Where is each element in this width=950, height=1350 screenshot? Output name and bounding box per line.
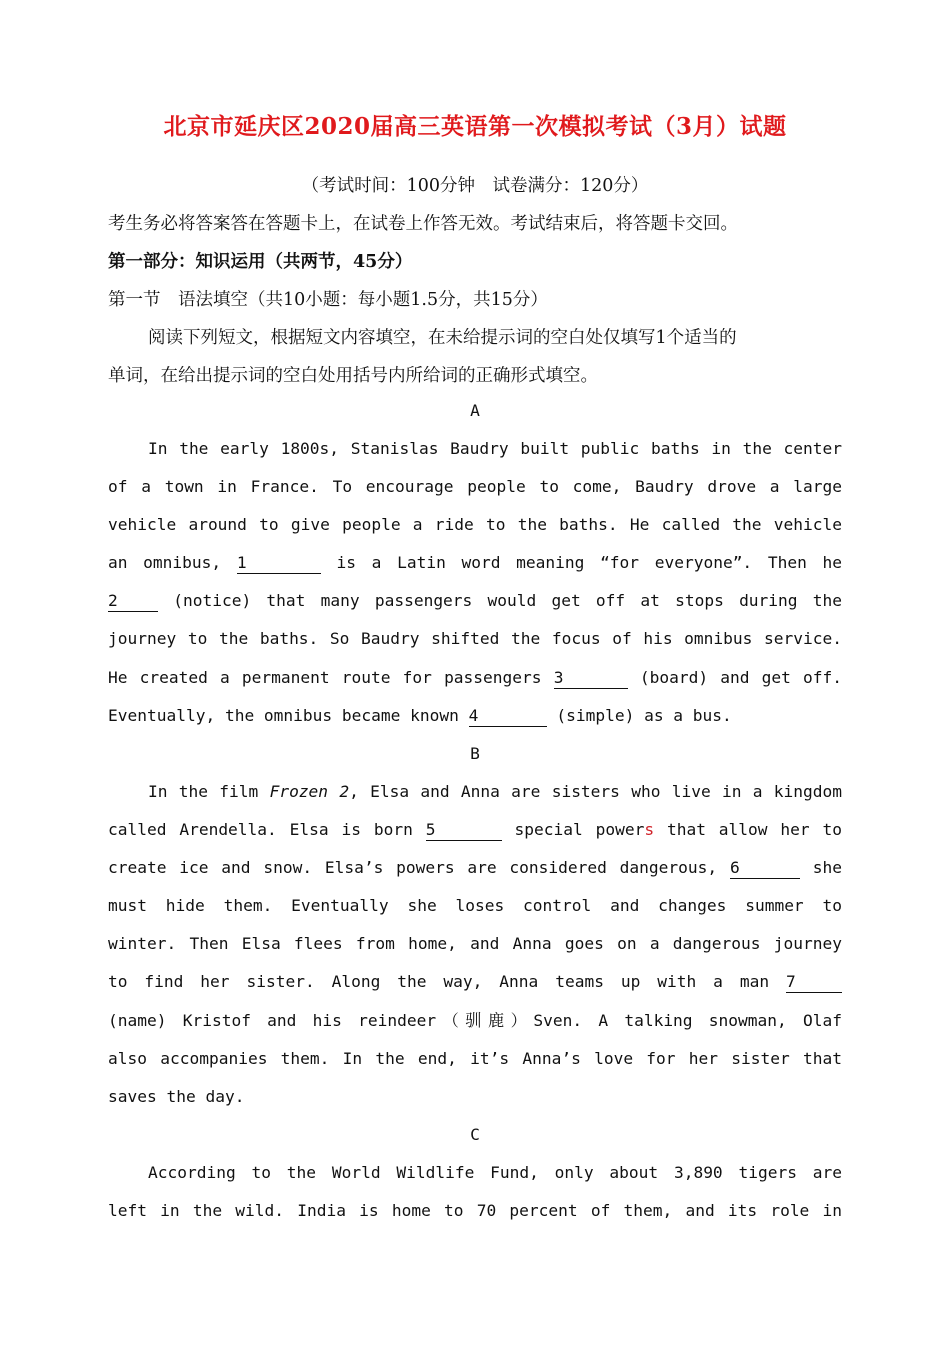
page-title: 北京市延庆区2020届高三英语第一次模拟考试（3月）试题 xyxy=(163,113,787,140)
part-one-heading: 第一部分：知识运用（共两节，45分） xyxy=(108,252,413,272)
blank-5[interactable]: 5 xyxy=(426,820,502,841)
passage-line: of a town in France. To encourage people to come, Baudry drove a large xyxy=(108,477,842,497)
passage-line: vehicle around to give people a ride to the baths. He called the vehicle xyxy=(108,515,842,535)
passage-line: must hide them. Eventually she loses control and changes summer to xyxy=(108,896,842,916)
blank-1[interactable]: 1 xyxy=(237,553,321,574)
blank-6[interactable]: 6 xyxy=(730,858,800,879)
passage-b xyxy=(108,773,842,1116)
passage-c-label: C xyxy=(470,1125,480,1144)
exam-notice: 考生务必将答案答在答题卡上，在试卷上作答无效。考试结束后，将答题卡交回。 xyxy=(108,214,738,234)
red-letter: s xyxy=(644,820,655,840)
passage-b-label: B xyxy=(470,744,480,763)
blank-4[interactable]: 4 xyxy=(469,706,547,727)
passage-line: also accompanies them. In the end, it’s Anna’s love for her sister that xyxy=(108,1048,842,1068)
passage-line: saves the day. xyxy=(108,1086,245,1106)
instructions-line-2: 单词，在给出提示词的空白处用括号内所给词的正确形式填空。 xyxy=(108,366,598,386)
passage-line: Eventually, the omnibus became known 4 (simple) as a bus. xyxy=(108,705,732,725)
instructions-line-1: 阅读下列短文，根据短文内容填空，在未给提示词的空白处仅填写1个适当的 xyxy=(148,328,737,348)
passage-line: left in the wild. India is home to 70 percent of them, and its role in xyxy=(108,1201,842,1221)
passage-line: to find her sister. Along the way, Anna teams up with a man 7 xyxy=(108,963,842,1001)
passage-line: In the film Frozen 2, Elsa and Anna are sisters who live in a kingdom xyxy=(148,782,843,801)
passage-a xyxy=(108,430,842,735)
passage-line: journey to the baths. So Baudry shifted the focus of his omnibus service. xyxy=(108,629,842,649)
exam-info: （考试时间：100分钟 试卷满分：120分） xyxy=(301,176,649,196)
passage-line: (name) Kristof and his reindeer（驯鹿）Sven. A talking snowman, Olaf xyxy=(108,1010,842,1030)
passage-line: He created a permanent route for passengers 3 (board) and get off. xyxy=(108,667,842,687)
blank-2[interactable]: 2 xyxy=(108,591,158,612)
passage-line: called Arendella. Elsa is born 5 special powers that allow her to xyxy=(108,820,842,840)
section-one-heading: 第一节 语法填空（共10小题：每小题1.5分，共15分） xyxy=(108,290,548,310)
passage-line: an omnibus, 1 is a Latin word meaning “for everyone”. Then he xyxy=(108,553,843,573)
passage-line: winter. Then Elsa flees from home, and Anna goes on a dangerous journey xyxy=(108,934,842,954)
passage-line: create ice and snow. Elsa’s powers are considered dangerous, 6 she xyxy=(108,858,842,878)
passage-a-label: A xyxy=(470,401,480,420)
film-title: Frozen 2 xyxy=(269,782,350,801)
passage-line: In the early 1800s, Stanislas Baudry built public baths in the center xyxy=(148,439,842,458)
blank-3[interactable]: 3 xyxy=(554,668,628,689)
passage-line: According to the World Wildlife Fund, only about 3,890 tigers are xyxy=(148,1163,842,1182)
passage-c xyxy=(108,1154,842,1230)
passage-line: 2 (notice) that many passengers would get off at stops during the xyxy=(108,591,843,611)
blank-7[interactable]: 7 xyxy=(786,972,842,993)
